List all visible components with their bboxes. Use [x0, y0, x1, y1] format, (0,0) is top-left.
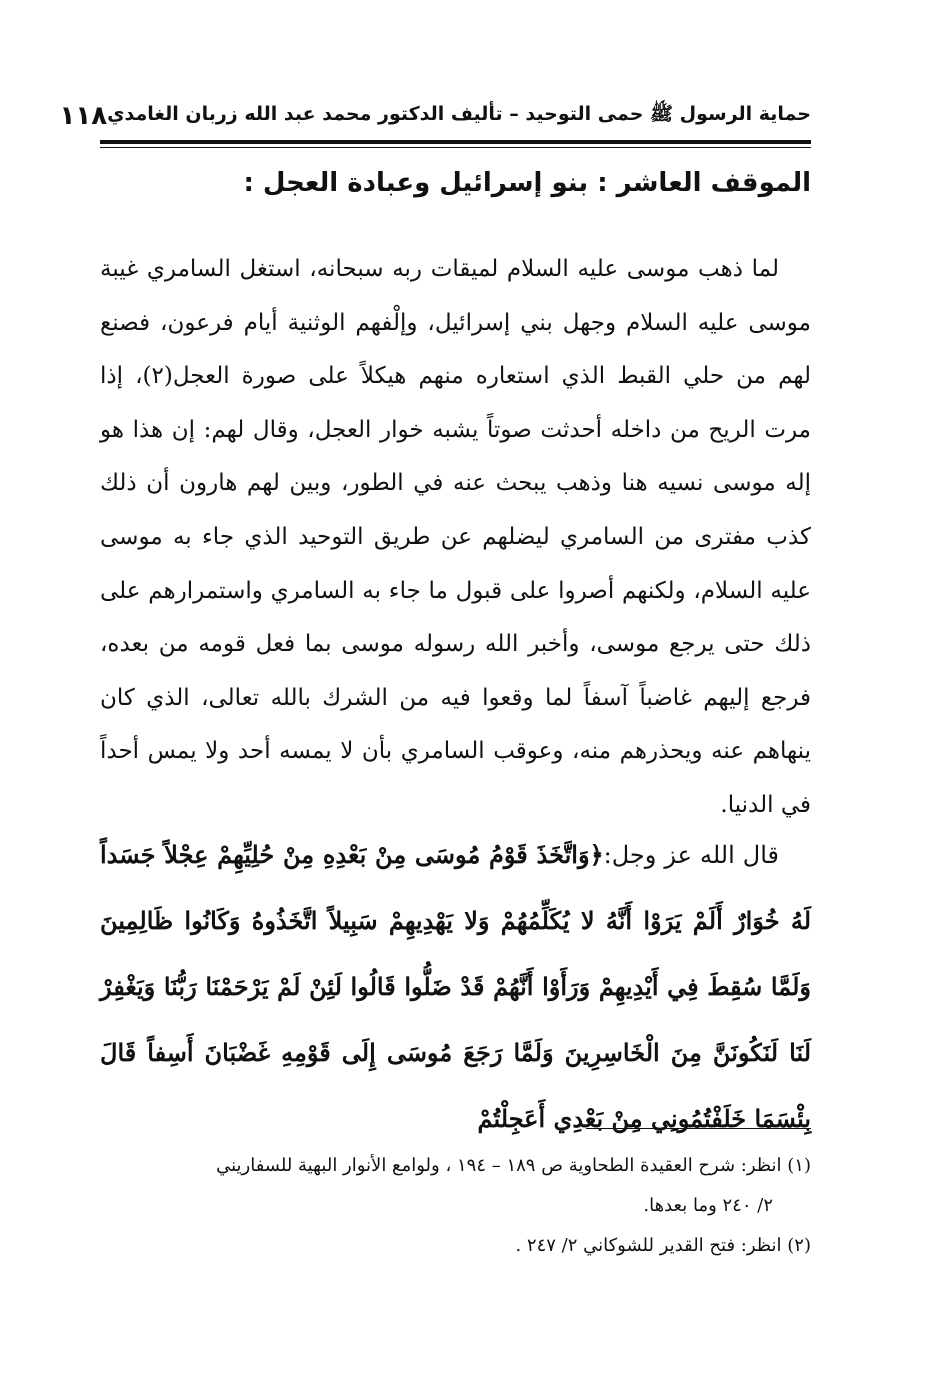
quran-verse: ﴿وَاتَّخَذَ قَوْمُ مُوسَى مِنْ بَعْدِهِ مِنْ حُلِيِّهِمْ عِجْلاً جَسَداً لَهُ خُوَارٌ أَلَمْ يَرَوْا أَنَّهُ لا يُكَلِّمُهُمْ وَلا يَهْدِيهِمْ سَبِيلاً اتَّخَذُوهُ وَكَانُوا ظَالِمِينَ وَلَمَّا سُقِطَ فِي أَيْدِيهِمْ وَرَأَوْا أَنَّهُمْ قَدْ ضَلُّوا قَالُوا لَئِنْ لَمْ يَرْحَمْنَا رَبُّنَا وَيَغْفِرْ لَنَا لَنَكُونَنَّ مِنَ الْخَاسِرِينَ وَلَمَّا رَجَعَ مُوسَى إِلَى قَوْمِهِ غَضْبَانَ أَسِفاً قَالَ بِئْسَمَا خَلَفْتُمُونِي مِنْ بَعْدِي أَعَجِلْتُمْ — [100, 840, 811, 1133]
footnote-1: (١) انظر: شرح العقيدة الطحاوية ص ١٨٩ – ١٩٤ ، ولوامع الأنوار البهية للسفاريني — [216, 1155, 811, 1176]
section-heading: الموقف العاشر : بنو إسرائيل وعبادة العجل : — [243, 168, 811, 198]
quran-quote — [100, 822, 811, 1152]
page-number: ١١٨ — [59, 101, 108, 131]
footnotes — [100, 1146, 811, 1266]
header-rule-thick — [100, 140, 811, 144]
running-header-title: حماية الرسول ﷺ حمى التوحيد – تأليف الدكتور محمد عبد الله زربان الغامدي — [107, 103, 811, 125]
running-header — [59, 96, 811, 136]
footnote-divider — [586, 1128, 811, 1129]
header-rule-thin — [100, 147, 811, 148]
quran-intro: قال الله عز وجل: — [603, 841, 779, 869]
footnote-1-continuation: ٢/ ٢٤٠ وما بعدها. — [643, 1195, 773, 1216]
body-paragraph: لما ذهب موسى عليه السلام لميقات ربه سبحانه، استغل السامري غيبة موسى عليه السلام وجهل بني إسرائيل، وإلْفهم الوثنية أيام فرعون، فصنع لهم من حلي القبط الذي استعاره منهم هيكلاً على صورة العجل(٢)، إذا مرت الريح من داخله أحدثت صوتاً يشبه خوار العجل، وقال لهم: إن هذا هو إله موسى نسيه هنا وذهب يبحث عنه في الطور، وبين لهم هارون أن ذلك كذب مفترى من السامري ليضلهم عن طريق التوحيد الذي جاء به موسى عليه السلام، ولكنهم أصروا على قبول ما جاء به السامري واستمرارهم على ذلك حتى يرجع موسى، وأخبر الله رسوله موسى بما فعل قومه من بعده، فرجع إليهم غاضباً آسفاً لما وقعوا فيه من الشرك بالله تعالى، الذي كان ينهاهم عنه ويحذرهم منه، وعوقب السامري بأن لا يمسه أحد ولا يمس أحداً في الدنيا. — [100, 256, 811, 818]
footnote-2: (٢) انظر: فتح القدير للشوكاني ٢/ ٢٤٧ . — [515, 1235, 811, 1256]
